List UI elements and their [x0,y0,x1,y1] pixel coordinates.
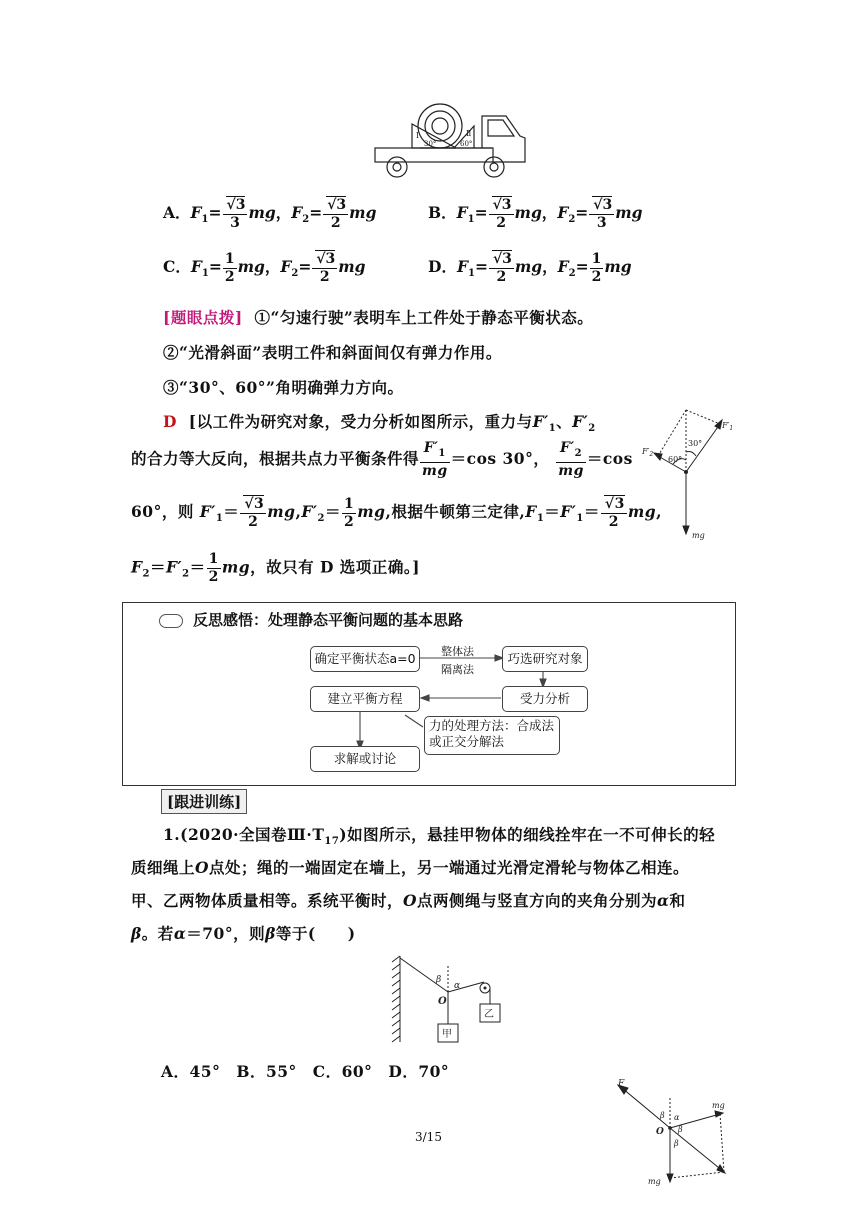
option-b: B．$F_1=$ √ $\frac{3}{2}$ mg，$F_2=$ √ $\frac{3}{3}$ mg [428,196,643,232]
answer-line-2: 的合力等大反向，根据共点力平衡条件得 $\frac{F'_1}{mg}$ ＝cos 30°， $\frac{F'_2}{mg}$ ＝cos [131,440,633,479]
force2-beta-2: β [678,1125,683,1134]
pulley-jia: 甲 [442,1029,452,1040]
question-1-choices: A．45° B．55° C．60° D．70° [161,1062,450,1081]
option-a: A．$F_1=$ √ $\frac{3}{3}$ mg，$F_2=$ √ $\frac{3}{2}$ mg [163,196,376,232]
question-1-line-3: 甲、乙两物体质量相等。系统平衡时，O点两侧绳与竖直方向的夹角分别为α和 [131,891,686,910]
flow-step-choose-object: 巧选研究对象 [502,646,588,672]
force2-o: O [656,1127,664,1137]
reflection-box [122,602,736,786]
tip-line-1: [题眼点拨] ①“匀速行驶”表明车上工件处于静态平衡状态。 [163,308,594,327]
pulley-o: O [438,996,447,1007]
tip-line-2: ②“光滑斜面”表明工件和斜面间仅有弹力作用。 [163,343,502,362]
answer-line-1: D [以工件为研究对象，受力分析如图所示，重力与$F'_1$、$F'_2$ [163,412,596,435]
question-1-line-1: 1.(2020·全国卷$Ⅲ\cdot T_{17}$)如图所示，悬挂甲物体的细线拴牢在一不可伸长的轻 [163,825,716,848]
option-d: D．$F_1=$ √ $\frac{3}{2}$ mg，$F_2=$ $\frac{1}{2}$ mg [428,250,632,286]
answer-line-4: $F_2=F'_2=$ $\frac{1}{2}$ mg，故只有 D 选项正确。] [131,551,420,585]
force-diagram-1 [640,404,740,546]
truck-label-1: Ⅰ [416,131,420,140]
question-1-line-2: 质细绳上O点处；绳的一端固定在墙上，另一端通过光滑定滑轮与物体乙相连。 [131,858,690,877]
question-1-line-4: β。若α＝70°，则β等于( ) [131,924,356,943]
flow-step-equilibrium: 确定平衡状态a=0 [310,646,420,672]
flow-step-solve: 求解或讨论 [310,746,420,772]
pulley-figure [388,952,508,1048]
flow-method-isolate: 隔离法 [441,663,474,676]
force-diagram-2 [612,1076,736,1190]
force1-angle-30: 30° [688,439,703,448]
force1-f1: $F'_1$ [722,421,734,432]
tip-line-3: ③“30°、60°”角明确弹力方向。 [163,378,404,397]
pulley-alpha: α [454,981,461,991]
force2-beta-3: β [674,1139,679,1148]
training-tag: [跟进训练] [161,789,247,814]
force2-mg-1: mg [712,1101,725,1110]
answer-line-3: 60°，则 $F'_1=$ √ $\frac{3}{2}$ $mg,F'_2=$ $\frac{1}{2}$ mg,根据牛顿第三定律$,F_1=F'_1=$ √ $\frac{3}{2}$ mg, [131,495,662,531]
force2-mg-2: mg [648,1177,661,1186]
force2-beta-1: β [660,1111,665,1120]
force2-f: F [618,1079,625,1089]
flow-step-build-equation: 建立平衡方程 [310,686,420,712]
truck-angle-60: 60° [460,140,473,148]
truck-label-2: Ⅱ [466,129,472,138]
flow-method-whole: 整体法 [441,645,474,658]
reflection-title: 反思感悟：处理静态平衡问题的基本思路 [165,609,463,630]
pulley-yi: 乙 [484,1009,494,1020]
flow-arrows [123,603,735,785]
flow-note: 力的处理方法：合成法 或正交分解法 [424,716,560,755]
force1-angle-60: 60° [668,455,683,464]
page-number: 3/15 [415,1130,442,1144]
option-c: C．$F_1=$ $\frac{1}{2}$ mg，$F_2=$ √ $\frac{3}{2}$ mg [163,250,366,286]
tip-tag: [题眼点拨] [163,308,243,327]
force1-f2: $F'_2$ [642,447,654,458]
force1-mg: mg [692,531,705,540]
pulley-beta: β [436,975,442,985]
truck-figure [370,100,530,182]
flow-step-force-analysis: 受力分析 [502,686,588,712]
truck-angle-30: 30° [424,140,437,148]
force2-alpha: α [674,1113,680,1122]
answer-letter: D [163,412,177,431]
